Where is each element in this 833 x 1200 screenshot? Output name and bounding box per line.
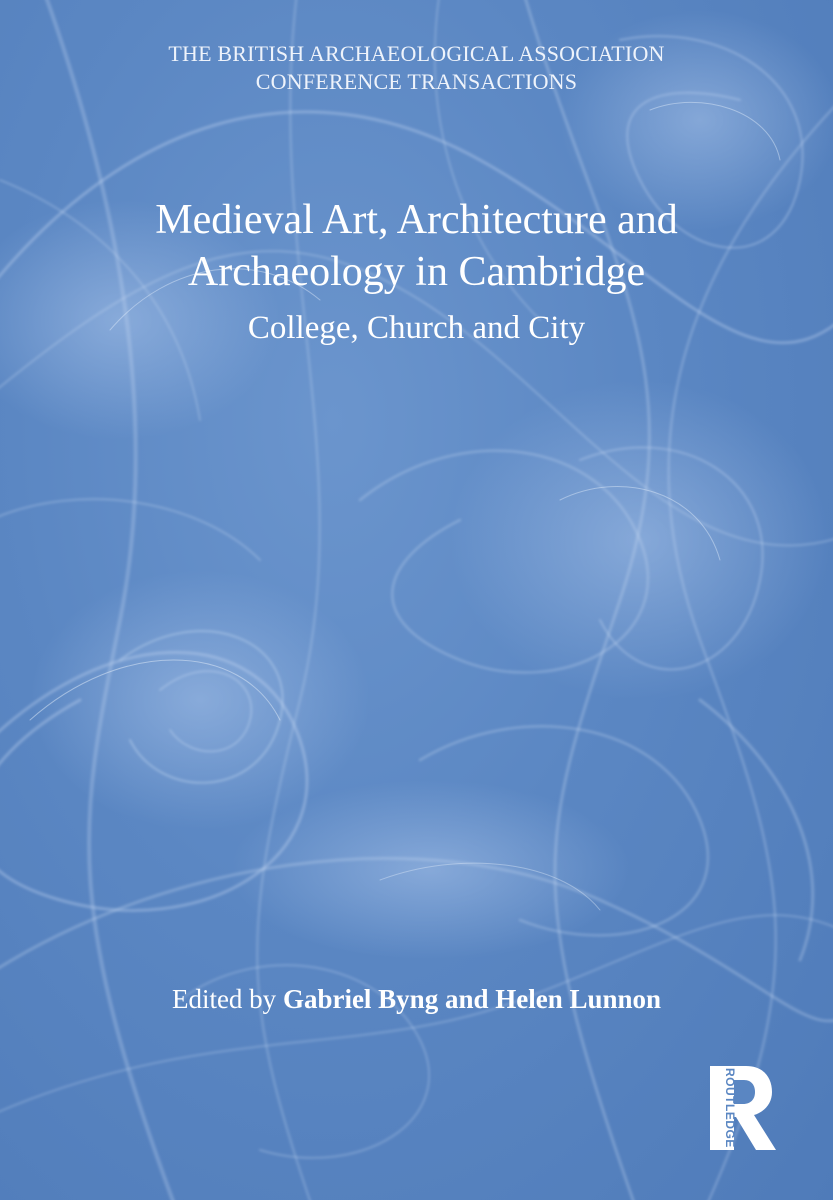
title-line-2: Archaeology in Cambridge [187, 249, 646, 295]
series-line-1: THE BRITISH ARCHAEOLOGICAL ASSOCIATION [168, 41, 665, 66]
series-line-2: CONFERENCE TRANSACTIONS [255, 69, 578, 94]
routledge-r-logo-icon [706, 1062, 778, 1154]
book-title [0, 194, 833, 298]
routledge-wordmark: ROUTLEDGE [723, 1068, 737, 1148]
book-subtitle: College, Church and City [247, 310, 586, 346]
routledge-logo [706, 1062, 778, 1154]
title-line-1: Medieval Art, Architecture and [155, 197, 678, 243]
editors-prefix: Edited by [171, 984, 277, 1014]
editors-credit [0, 982, 833, 1016]
series-name [0, 40, 833, 96]
editors-names: Gabriel Byng and Helen Lunnon [282, 984, 662, 1014]
